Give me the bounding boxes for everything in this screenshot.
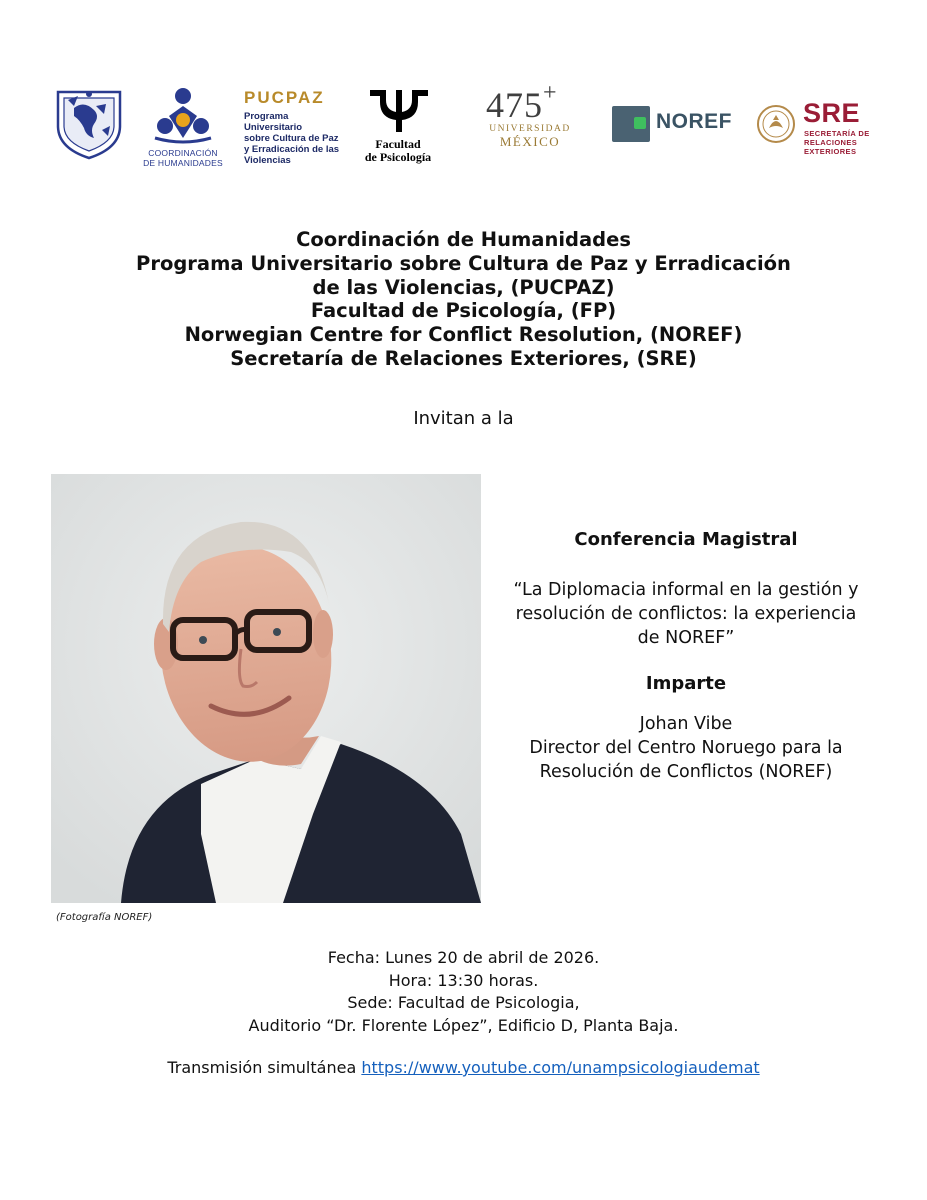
stream-info <box>0 1058 927 1077</box>
speaker-info <box>500 712 872 784</box>
pucpaz-logo <box>244 88 344 172</box>
coordinacion-humanidades-logo <box>145 86 221 172</box>
event-date: Fecha: Lunes 20 de abril de 2026. <box>327 948 600 967</box>
organizer-line: de las Violencias, (PUCPAZ) <box>312 275 615 299</box>
speaker-portrait-illustration <box>51 474 481 903</box>
noref-name: NOREF <box>656 110 732 133</box>
sre-caption-line: RELACIONES <box>804 137 858 147</box>
pucpaz-caption-line: sobre Cultura de Paz <box>244 133 339 144</box>
speaker-role-line: Director del Centro Noruego para la <box>529 738 843 758</box>
stream-label: Transmisión simultánea <box>167 1058 357 1077</box>
coordinacion-caption-line: DE HUMANIDADES <box>143 158 223 168</box>
conference-topic-line: “La Diplomacia informal en la gestión y <box>513 580 859 600</box>
event-venue-room: Auditorio “Dr. Florente López”, Edificio D, Planta Baja. <box>248 1015 679 1035</box>
noref-logo <box>612 104 732 144</box>
organizer-line: Programa Universitario sobre Cultura de Paz y Erradicación <box>136 251 791 275</box>
facultad-psicologia-logo <box>356 86 440 176</box>
mexico-475-universidad: UNIVERSIDAD <box>489 124 571 134</box>
logo-strip <box>0 78 927 178</box>
invitation-text: Invitan a la <box>413 408 514 429</box>
conference-topic-line: resolución de conflictos: la experiencia <box>515 604 857 624</box>
sre-caption <box>804 130 870 156</box>
imparte-heading: Imparte <box>645 673 727 694</box>
speaker-role-line: Resolución de Conflictos (NOREF) <box>539 762 833 782</box>
sre-caption-line: SECRETARÍA DE <box>804 129 870 138</box>
sre-name: SRE <box>803 98 861 128</box>
event-details <box>0 947 927 1037</box>
conference-topic <box>500 578 872 650</box>
psicologia-caption-line: de Psicología <box>364 150 432 164</box>
stream-link[interactable]: https://www.youtube.com/unampsicologiaudemat <box>361 1058 760 1077</box>
pucpaz-name: PUCPAZ <box>244 88 325 107</box>
noref-dot-icon <box>634 117 646 129</box>
conference-title: Conferencia Magistral <box>574 529 798 550</box>
mexico-475-digits: 475 <box>486 85 543 125</box>
organizer-line: Norwegian Centre for Conflict Resolution, (NOREF) <box>184 323 743 347</box>
universidad-mexico-475-logo <box>484 80 584 174</box>
photo-credit: (Fotografía NOREF) <box>56 912 153 923</box>
pucpaz-caption-line: Programa Universitario <box>244 111 303 133</box>
psi-glyph-icon <box>356 86 440 138</box>
event-venue: Sede: Facultad de Psicologia, <box>347 993 580 1012</box>
organizer-line: Coordinación de Humanidades <box>296 228 631 251</box>
psicologia-caption <box>356 138 440 164</box>
speaker-photo <box>51 474 481 903</box>
coordinacion-caption-line: COORDINACIÓN <box>148 148 218 158</box>
coordinacion-caption <box>141 148 225 168</box>
mexico-475-mexico: MÉXICO <box>499 134 561 149</box>
pucpaz-caption-line: Violencias <box>244 155 291 166</box>
organizers-heading <box>0 228 927 371</box>
event-time: Hora: 13:30 horas. <box>388 970 539 990</box>
pucpaz-caption <box>244 111 344 166</box>
mexico-475-plus: + <box>543 80 558 106</box>
conference-topic-line: de NOREF” <box>637 628 735 648</box>
conference-info <box>500 528 872 784</box>
sre-logo <box>756 100 872 160</box>
pucpaz-caption-line: y Erradicación de las <box>244 144 340 155</box>
psicologia-caption-line: Facultad <box>375 137 421 151</box>
unam-shield-logo <box>54 86 124 160</box>
sre-caption-line: EXTERIORES <box>804 146 857 156</box>
mexico-seal-icon <box>756 104 796 144</box>
speaker-name: Johan Vibe <box>639 714 733 734</box>
organizer-line: Secretaría de Relaciones Exteriores, (SRE) <box>230 346 697 370</box>
organizer-line: Facultad de Psicología, (FP) <box>310 299 617 323</box>
mexico-475-number <box>484 80 584 126</box>
